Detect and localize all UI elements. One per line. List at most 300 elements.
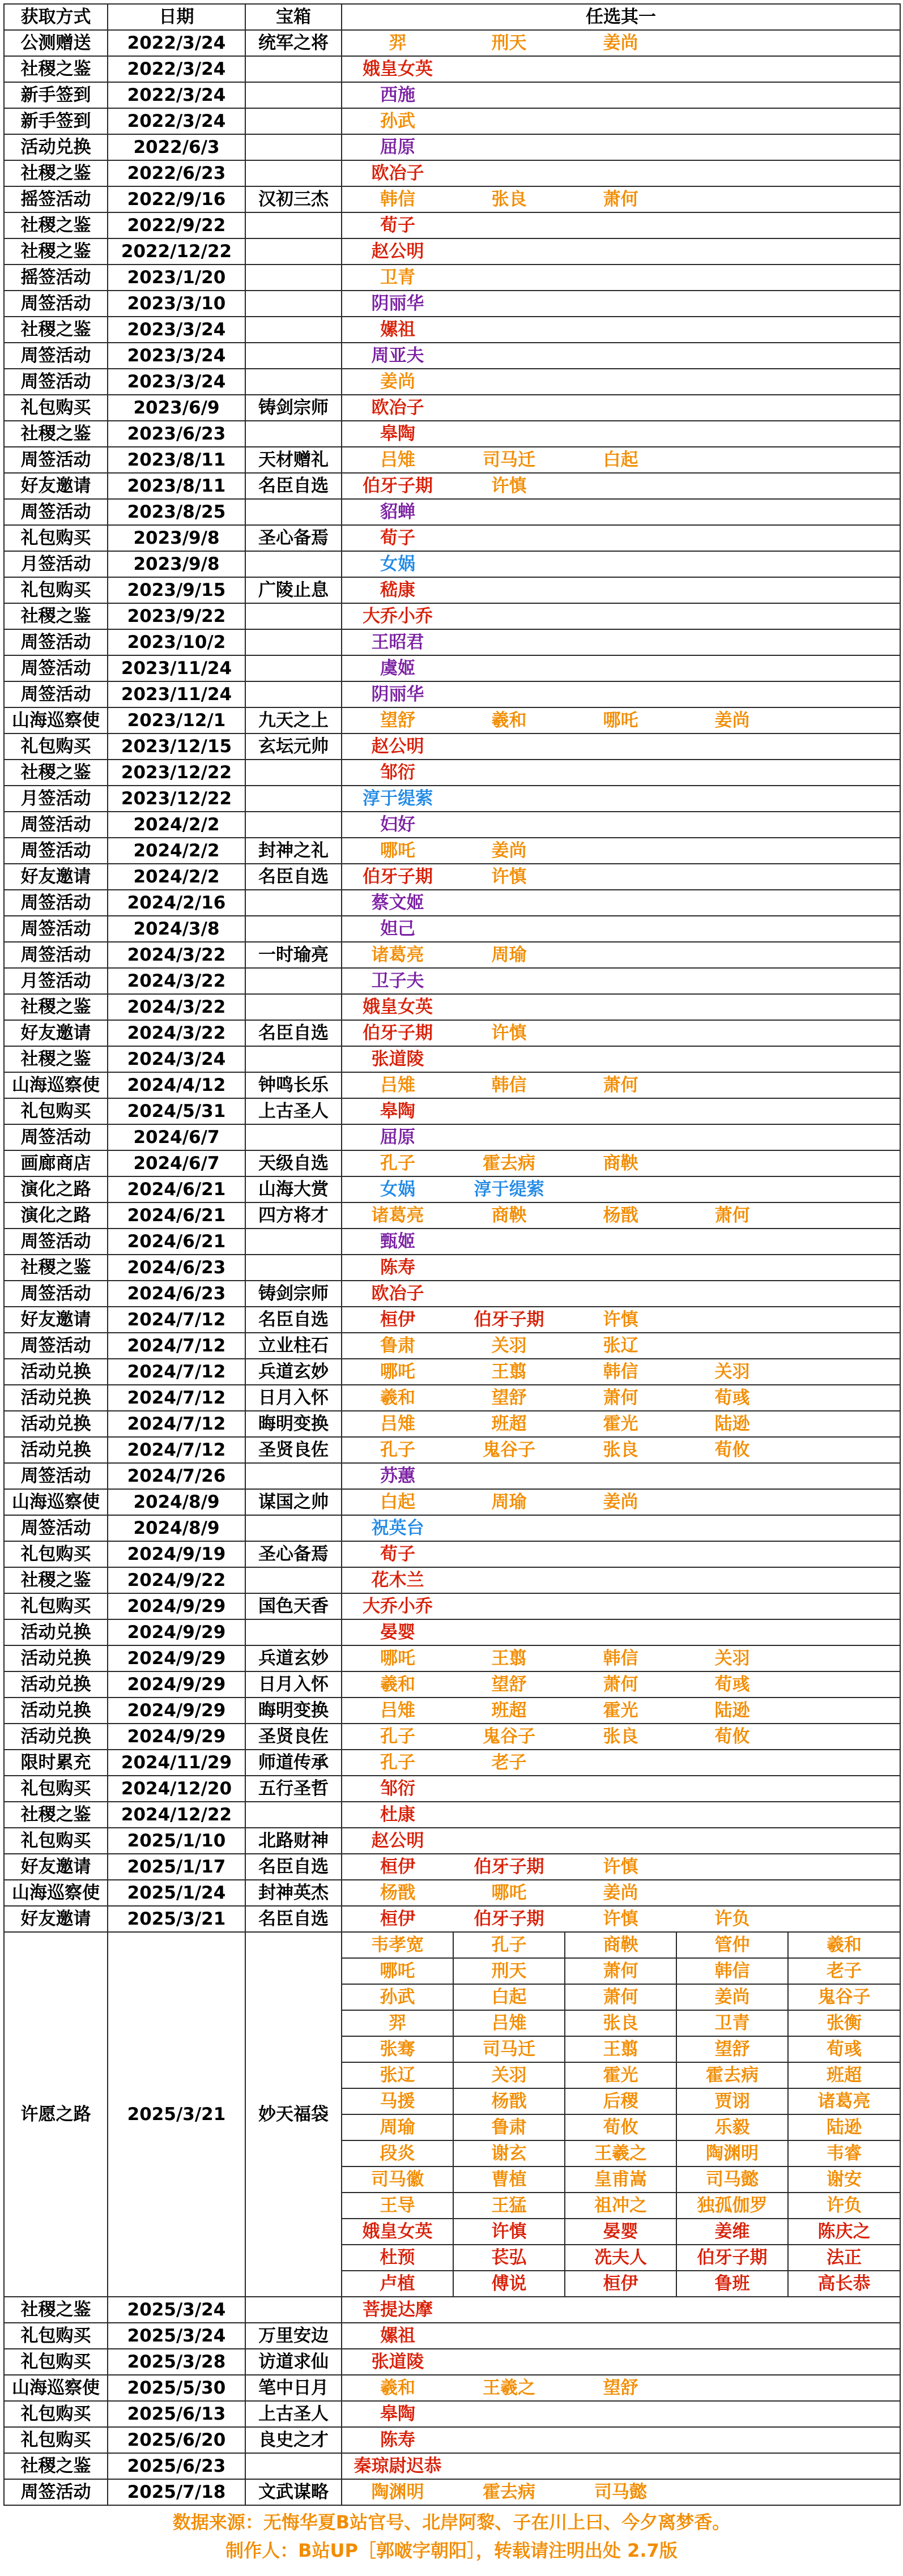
empty-cell — [788, 2479, 900, 2505]
date-cell: 2022/6/23 — [108, 160, 245, 186]
table-row — [4, 82, 900, 108]
empty-cell — [676, 838, 788, 864]
footer-credit: 制作人：B站UP［郭啵字朝阳］，转载请注明出处 2.7版 — [225, 2540, 678, 2561]
empty-cell — [565, 395, 676, 421]
empty-cell — [453, 1567, 565, 1593]
date-cell: 2024/7/12 — [108, 1307, 245, 1333]
method-cell: 好友邀请 — [4, 1307, 108, 1333]
table-row — [4, 1124, 900, 1150]
hero-name: 荀彧 — [676, 1671, 788, 1698]
empty-cell — [676, 1020, 788, 1046]
hero-name: 王猛 — [453, 2193, 565, 2219]
method-cell: 社稷之鉴 — [4, 1046, 108, 1072]
date-cell: 2023/3/10 — [108, 291, 245, 317]
hero-name: 望舒 — [453, 1385, 565, 1411]
empty-cell — [676, 369, 788, 395]
empty-cell — [676, 1124, 788, 1150]
table-row — [4, 1281, 900, 1307]
method-cell: 周签活动 — [4, 2479, 108, 2505]
box-cell — [245, 1463, 342, 1489]
hero-name: 嫘祖 — [342, 2323, 453, 2349]
hero-name: 后稷 — [565, 2088, 676, 2114]
hero-name: 桓伊 — [342, 1906, 453, 1932]
hero-name: 韩信 — [342, 186, 453, 212]
empty-cell — [788, 1411, 900, 1437]
empty-cell — [453, 525, 565, 551]
empty-cell — [788, 1098, 900, 1124]
date-cell: 2024/3/22 — [108, 968, 245, 994]
hero-name: 哪吒 — [453, 1880, 565, 1906]
empty-cell — [453, 160, 565, 186]
empty-cell — [676, 942, 788, 968]
date-cell: 2023/8/11 — [108, 447, 245, 473]
hero-name: 羲和 — [342, 1385, 453, 1411]
empty-cell — [676, 186, 788, 212]
empty-cell — [788, 916, 900, 942]
table-row — [4, 1437, 900, 1463]
empty-cell — [453, 421, 565, 447]
hero-name: 祖冲之 — [565, 2193, 676, 2219]
box-cell — [245, 238, 342, 265]
table-row — [4, 134, 900, 160]
hero-name: 马援 — [342, 2088, 453, 2114]
empty-cell — [788, 786, 900, 812]
date-cell: 2025/3/24 — [108, 2297, 245, 2323]
empty-cell — [453, 1515, 565, 1541]
date-cell: 2024/9/29 — [108, 1698, 245, 1724]
empty-cell — [565, 317, 676, 343]
method-cell: 活动兑换 — [4, 1437, 108, 1463]
box-cell — [245, 212, 342, 238]
empty-cell — [788, 2349, 900, 2375]
method-cell: 演化之路 — [4, 1176, 108, 1202]
box-cell: 上古圣人 — [245, 1098, 342, 1124]
date-cell: 2023/8/25 — [108, 499, 245, 525]
hero-name: 伯牙子期 — [676, 2245, 788, 2271]
hero-name: 关羽 — [453, 1333, 565, 1359]
hero-name: 商鞅 — [453, 1202, 565, 1229]
empty-cell — [788, 864, 900, 890]
empty-cell — [565, 812, 676, 838]
box-cell: 名臣自选 — [245, 1307, 342, 1333]
method-cell: 周签活动 — [4, 1124, 108, 1150]
empty-cell — [788, 1619, 900, 1645]
hero-name: 陈寿 — [342, 1255, 453, 1281]
box-cell — [245, 629, 342, 655]
empty-cell — [453, 369, 565, 395]
hero-name: 娥皇女英 — [342, 994, 453, 1020]
method-cell: 社稷之鉴 — [4, 603, 108, 629]
empty-cell — [676, 603, 788, 629]
empty-cell — [453, 317, 565, 343]
hero-name: 王导 — [342, 2193, 453, 2219]
empty-cell — [676, 1046, 788, 1072]
table-row — [4, 1724, 900, 1750]
table-row — [4, 1411, 900, 1437]
table-row — [4, 1541, 900, 1567]
method-cell: 周签活动 — [4, 1463, 108, 1489]
empty-cell — [453, 1229, 565, 1255]
empty-cell — [453, 1593, 565, 1619]
date-cell: 2023/1/20 — [108, 265, 245, 291]
empty-cell — [788, 1698, 900, 1724]
method-cell: 礼包购买 — [4, 395, 108, 421]
hero-name: 屈原 — [342, 1124, 453, 1150]
empty-cell — [565, 2427, 676, 2453]
hero-name: 哪吒 — [342, 1645, 453, 1671]
empty-cell — [676, 265, 788, 291]
empty-cell — [788, 291, 900, 317]
date-cell: 2024/3/22 — [108, 1020, 245, 1046]
empty-cell — [788, 1854, 900, 1880]
empty-cell — [676, 395, 788, 421]
date-cell: 2024/7/12 — [108, 1333, 245, 1359]
hero-name: 貂蝉 — [342, 499, 453, 525]
empty-cell — [565, 1541, 676, 1567]
empty-cell — [788, 1828, 900, 1854]
method-cell: 社稷之鉴 — [4, 994, 108, 1020]
date-cell: 2023/12/22 — [108, 786, 245, 812]
empty-cell — [453, 499, 565, 525]
hero-name: 阴丽华 — [342, 291, 453, 317]
table-row — [4, 369, 900, 395]
empty-cell — [788, 134, 900, 160]
method-cell: 周签活动 — [4, 499, 108, 525]
empty-cell — [676, 1255, 788, 1281]
empty-cell — [788, 1541, 900, 1567]
date-cell: 2025/5/30 — [108, 2375, 245, 2401]
empty-cell — [676, 812, 788, 838]
hero-acquisition-table — [3, 3, 901, 2506]
table-row — [4, 1202, 900, 1229]
hero-name: 荀子 — [342, 525, 453, 551]
hero-name: 萧何 — [565, 186, 676, 212]
empty-cell — [676, 2297, 788, 2323]
hero-name: 周瑜 — [453, 942, 565, 968]
table-row — [4, 30, 900, 56]
method-cell: 社稷之鉴 — [4, 317, 108, 343]
empty-cell — [453, 108, 565, 134]
empty-cell — [453, 395, 565, 421]
method-cell: 礼包购买 — [4, 1098, 108, 1124]
table-row — [4, 1046, 900, 1072]
date-cell: 2024/8/9 — [108, 1489, 245, 1515]
empty-cell — [565, 786, 676, 812]
hero-name: 晏婴 — [342, 1619, 453, 1645]
box-cell — [245, 1255, 342, 1281]
hero-name: 祝英台 — [342, 1515, 453, 1541]
empty-cell — [565, 968, 676, 994]
hero-name: 张良 — [565, 1724, 676, 1750]
empty-cell — [453, 2453, 565, 2479]
empty-cell — [788, 1776, 900, 1802]
method-cell: 礼包购买 — [4, 2401, 108, 2427]
hero-name: 孔子 — [342, 1150, 453, 1176]
hero-name: 欧冶子 — [342, 1281, 453, 1307]
date-cell: 2023/10/2 — [108, 629, 245, 655]
hero-name: 伯牙子期 — [453, 1307, 565, 1333]
hero-name: 望舒 — [453, 1671, 565, 1698]
box-cell — [245, 968, 342, 994]
empty-cell — [453, 2427, 565, 2453]
empty-cell — [788, 942, 900, 968]
hero-name: 羿 — [342, 30, 453, 56]
hero-name: 吕雉 — [342, 447, 453, 473]
table-row — [4, 1255, 900, 1281]
method-cell: 画廊商店 — [4, 1150, 108, 1176]
empty-cell — [788, 160, 900, 186]
hero-name: 独孤伽罗 — [676, 2193, 788, 2219]
box-cell: 文武谋略 — [245, 2479, 342, 2505]
hero-name: 赵公明 — [342, 733, 453, 760]
method-cell: 社稷之鉴 — [4, 2453, 108, 2479]
method-cell: 好友邀请 — [4, 1854, 108, 1880]
hero-name: 孔子 — [342, 1437, 453, 1463]
box-cell: 名臣自选 — [245, 1906, 342, 1932]
hero-name: 哪吒 — [342, 838, 453, 864]
empty-cell — [453, 343, 565, 369]
method-cell: 周签活动 — [4, 681, 108, 707]
hero-name: 萧何 — [565, 1385, 676, 1411]
empty-cell — [453, 1046, 565, 1072]
hero-name: 霍光 — [565, 1411, 676, 1437]
hero-name: 姜尚 — [565, 1489, 676, 1515]
empty-cell — [676, 551, 788, 577]
empty-cell — [676, 2349, 788, 2375]
hero-name: 桓伊 — [342, 1307, 453, 1333]
empty-cell — [676, 1854, 788, 1880]
box-cell: 名臣自选 — [245, 473, 342, 499]
hero-name: 姜尚 — [676, 707, 788, 733]
empty-cell — [676, 134, 788, 160]
method-cell: 山海巡察使 — [4, 1072, 108, 1098]
hero-name: 菩提达摩 — [342, 2297, 453, 2323]
hero-name: 屈原 — [342, 134, 453, 160]
date-cell: 2022/3/24 — [108, 108, 245, 134]
empty-cell — [565, 1802, 676, 1828]
hero-name: 霍去病 — [453, 2479, 565, 2505]
empty-cell — [676, 1515, 788, 1541]
date-cell: 2022/9/16 — [108, 186, 245, 212]
empty-cell — [788, 890, 900, 916]
empty-cell — [565, 108, 676, 134]
empty-cell — [453, 577, 565, 603]
empty-cell — [676, 2453, 788, 2479]
empty-cell — [565, 369, 676, 395]
empty-cell — [565, 655, 676, 681]
method-cell: 公测赠送 — [4, 30, 108, 56]
method-cell: 社稷之鉴 — [4, 56, 108, 82]
hero-name: 鬼谷子 — [453, 1724, 565, 1750]
hero-name: 大乔小乔 — [342, 1593, 453, 1619]
empty-cell — [676, 733, 788, 760]
method-cell: 社稷之鉴 — [4, 760, 108, 786]
hero-name: 邹衍 — [342, 1776, 453, 1802]
date-cell: 2023/11/24 — [108, 681, 245, 707]
method-cell: 山海巡察使 — [4, 2375, 108, 2401]
empty-cell — [788, 447, 900, 473]
method-cell: 活动兑换 — [4, 1698, 108, 1724]
hero-name: 许慎 — [565, 1854, 676, 1880]
table-row — [4, 291, 900, 317]
empty-cell — [788, 1645, 900, 1671]
table-row — [4, 447, 900, 473]
hero-name: 冼夫人 — [565, 2245, 676, 2271]
empty-cell — [565, 2323, 676, 2349]
empty-cell — [676, 525, 788, 551]
table-row — [4, 707, 900, 733]
empty-cell — [453, 56, 565, 82]
hero-name: 谢安 — [788, 2166, 900, 2193]
empty-cell — [565, 160, 676, 186]
box-cell — [245, 265, 342, 291]
empty-cell — [676, 890, 788, 916]
hero-name: 甄姬 — [342, 1229, 453, 1255]
empty-cell — [565, 2297, 676, 2323]
date-cell: 2024/12/20 — [108, 1776, 245, 1802]
box-cell: 日月入怀 — [245, 1385, 342, 1411]
empty-cell — [565, 212, 676, 238]
hero-name: 王翦 — [565, 2036, 676, 2062]
empty-cell — [565, 551, 676, 577]
hero-name: 霍光 — [565, 1698, 676, 1724]
hero-name: 西施 — [342, 82, 453, 108]
hero-name: 淳于缇萦 — [342, 786, 453, 812]
box-cell: 兵道玄妙 — [245, 1645, 342, 1671]
table-row — [4, 1307, 900, 1333]
hero-name: 韦睿 — [788, 2140, 900, 2166]
hero-name: 霍光 — [565, 2062, 676, 2088]
hero-name: 王羲之 — [565, 2140, 676, 2166]
date-cell: 2024/9/22 — [108, 1567, 245, 1593]
date-cell: 2024/9/29 — [108, 1619, 245, 1645]
hero-name: 卢植 — [342, 2271, 453, 2297]
table-row — [4, 1645, 900, 1671]
hero-name: 韩信 — [565, 1645, 676, 1671]
date-cell: 2023/6/9 — [108, 395, 245, 421]
table-row — [4, 1698, 900, 1724]
hero-name: 晏婴 — [565, 2219, 676, 2245]
hero-name: 韩信 — [453, 1072, 565, 1098]
hero-name: 商鞅 — [565, 1932, 676, 1958]
box-cell: 一时瑜亮 — [245, 942, 342, 968]
empty-cell — [565, 994, 676, 1020]
empty-cell — [453, 2297, 565, 2323]
empty-cell — [676, 238, 788, 265]
date-cell: 2024/6/23 — [108, 1281, 245, 1307]
hero-name: 羲和 — [342, 1671, 453, 1698]
empty-cell — [676, 994, 788, 1020]
method-cell: 社稷之鉴 — [4, 238, 108, 265]
table-row — [4, 681, 900, 707]
hero-name: 桓伊 — [342, 1854, 453, 1880]
empty-cell — [788, 2323, 900, 2349]
hero-name: 商鞅 — [565, 1150, 676, 1176]
empty-cell — [565, 577, 676, 603]
date-cell: 2025/1/17 — [108, 1854, 245, 1880]
empty-cell — [788, 317, 900, 343]
hero-name: 女娲 — [342, 551, 453, 577]
hero-name: 哪吒 — [565, 707, 676, 733]
empty-cell — [565, 56, 676, 82]
empty-cell — [676, 1880, 788, 1906]
hero-name: 娥皇女英 — [342, 56, 453, 82]
empty-cell — [565, 1124, 676, 1150]
hero-name: 鲁肃 — [342, 1333, 453, 1359]
method-cell: 周签活动 — [4, 629, 108, 655]
table-row — [4, 1333, 900, 1359]
hero-name: 关羽 — [453, 2062, 565, 2088]
date-cell: 2025/3/21 — [108, 1932, 245, 2297]
method-cell: 摇签活动 — [4, 186, 108, 212]
table-header — [4, 4, 900, 30]
hero-name: 陆逊 — [676, 1411, 788, 1437]
hero-name: 王翦 — [453, 1645, 565, 1671]
method-cell: 活动兑换 — [4, 1724, 108, 1750]
date-cell: 2024/7/12 — [108, 1359, 245, 1385]
empty-cell — [565, 134, 676, 160]
box-cell — [245, 890, 342, 916]
hero-name: 伯牙子期 — [342, 473, 453, 499]
hero-name: 荀子 — [342, 212, 453, 238]
empty-cell — [788, 56, 900, 82]
empty-cell — [788, 838, 900, 864]
date-cell: 2025/3/28 — [108, 2349, 245, 2375]
date-cell: 2025/7/18 — [108, 2479, 245, 2505]
empty-cell — [788, 2453, 900, 2479]
empty-cell — [788, 1333, 900, 1359]
method-cell: 周签活动 — [4, 1515, 108, 1541]
table-row — [4, 864, 900, 890]
empty-cell — [788, 655, 900, 681]
date-cell: 2024/6/21 — [108, 1229, 245, 1255]
date-cell: 2024/7/12 — [108, 1437, 245, 1463]
box-cell: 圣贤良佐 — [245, 1437, 342, 1463]
empty-cell — [565, 82, 676, 108]
box-cell — [245, 343, 342, 369]
empty-cell — [788, 1880, 900, 1906]
table-row — [4, 1802, 900, 1828]
empty-cell — [788, 1255, 900, 1281]
date-cell: 2022/9/22 — [108, 212, 245, 238]
hero-name: 皋陶 — [342, 1098, 453, 1124]
empty-cell — [565, 2401, 676, 2427]
hero-name: 刑天 — [453, 30, 565, 56]
date-cell: 2025/6/20 — [108, 2427, 245, 2453]
hero-name: 白起 — [342, 1489, 453, 1515]
empty-cell — [788, 1906, 900, 1932]
hero-name: 秦琼尉迟恭 — [342, 2453, 453, 2479]
empty-cell — [788, 238, 900, 265]
hero-name: 老子 — [453, 1750, 565, 1776]
date-cell: 2022/3/24 — [108, 30, 245, 56]
hero-name: 班超 — [453, 1411, 565, 1437]
hero-name: 张道陵 — [342, 1046, 453, 1072]
hero-name: 欧冶子 — [342, 160, 453, 186]
empty-cell — [453, 629, 565, 655]
hero-name: 伯牙子期 — [342, 1020, 453, 1046]
empty-cell — [788, 1202, 900, 1229]
box-cell — [245, 291, 342, 317]
table-row — [4, 1463, 900, 1489]
hero-name: 司马迁 — [453, 447, 565, 473]
empty-cell — [453, 1098, 565, 1124]
date-cell: 2024/9/29 — [108, 1645, 245, 1671]
hero-name: 嫘祖 — [342, 317, 453, 343]
box-cell — [245, 369, 342, 395]
box-cell: 名臣自选 — [245, 864, 342, 890]
date-cell: 2024/2/2 — [108, 864, 245, 890]
